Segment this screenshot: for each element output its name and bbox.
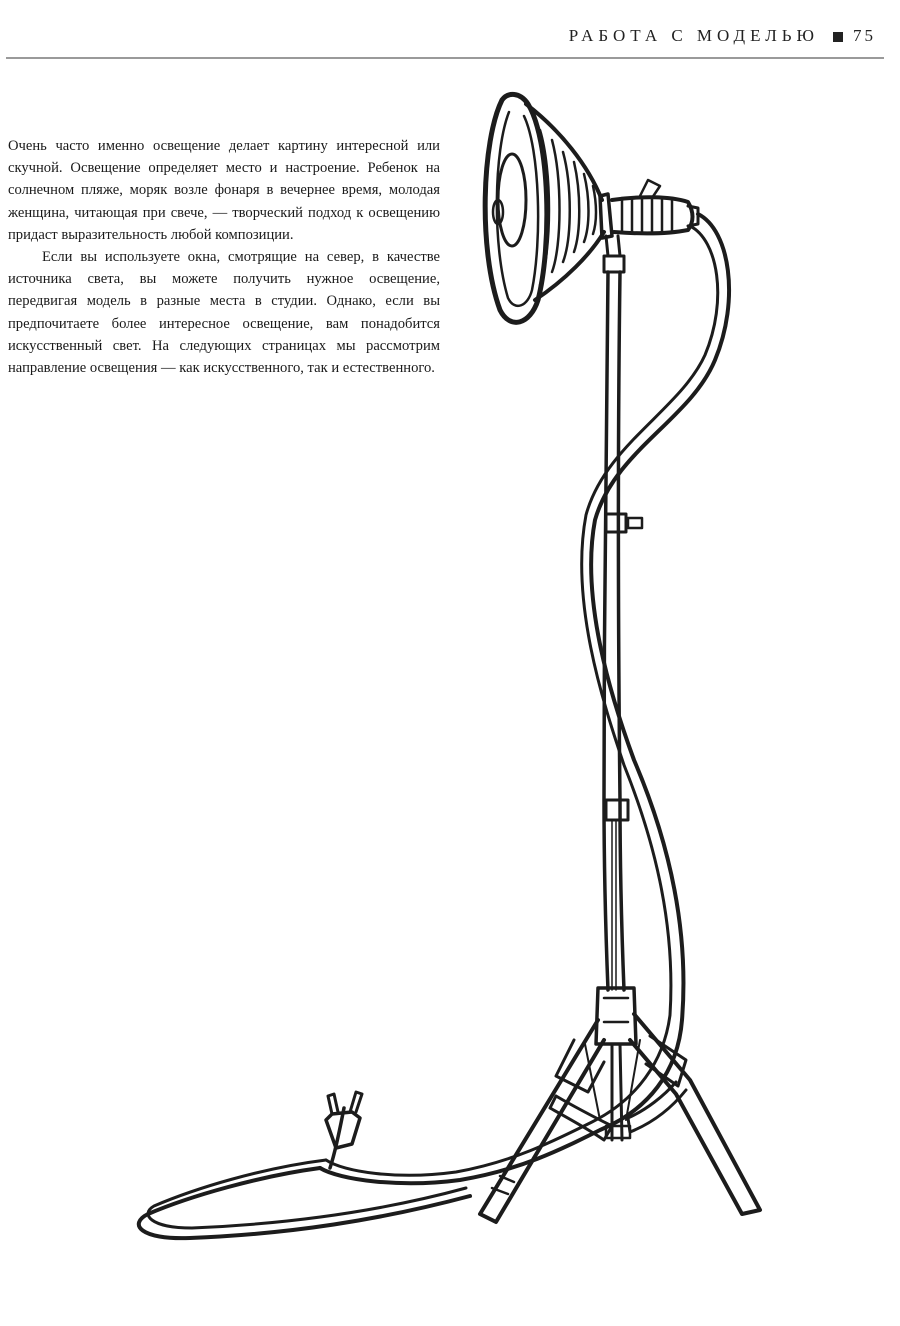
section-title: РАБОТА С МОДЕЛЬЮ (568, 26, 819, 45)
square-bullet-icon (833, 32, 843, 42)
lamp-bracket (604, 236, 624, 272)
page-number: 75 (853, 26, 876, 45)
paragraph-2: Если вы используете окна, смотрящие на север, в качестве источника света, вы можете получить нужное освещение, передвигая модель в разные места в студии. Однако, если вы предпочитаете более интересное освещение, вам понадобится искусственный свет. На следующих страницах мы рассмотрим направление освещения — как искусственного, так и естественного. (8, 249, 440, 377)
running-head (0, 26, 876, 46)
paragraph-1: Очень часто именно освещение делает картину интересной или скучной. Освещение определяет место и настроение. Ребенок на солнечном пляже, моряк возле фонаря в вечернее время, молодая женщина, читающая при свече, — творческий подход к освещению придаст выразительность любой композиции. (8, 138, 440, 243)
lamp-socket (600, 180, 698, 238)
header-rule (6, 57, 884, 59)
studio-lamp-sketch (120, 90, 900, 1270)
power-cord (139, 214, 729, 1238)
lamp-reflector (485, 94, 604, 322)
